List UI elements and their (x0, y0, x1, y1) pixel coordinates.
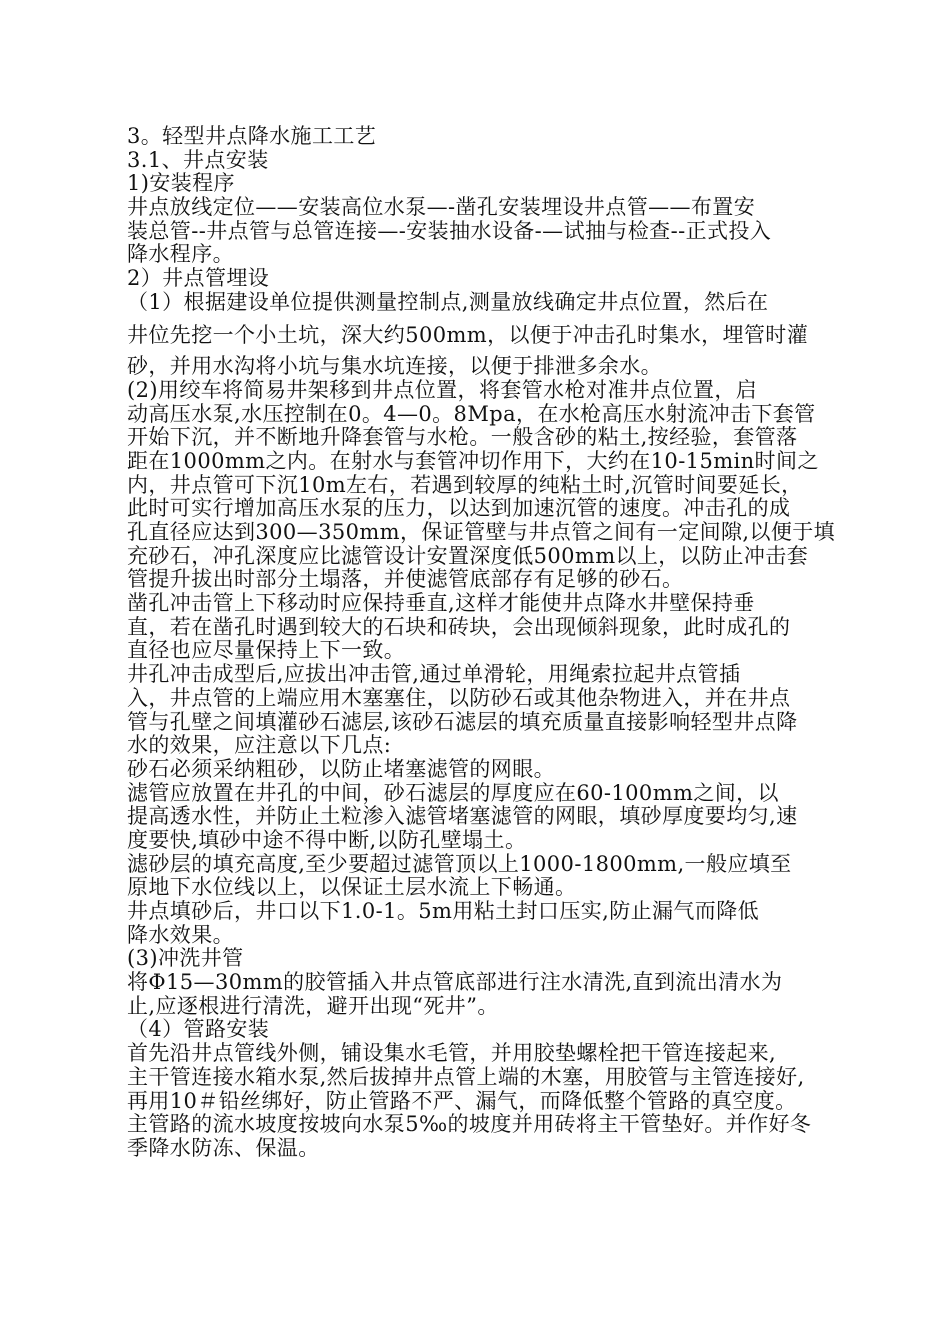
paragraph-line: 降水程序。 (127, 242, 234, 267)
paragraph-line: 井点填砂后，井口以下1.0-1。5m用粘土封口压实,防止漏气而降低 (127, 899, 760, 923)
paragraph-line: 开始下沉，并不断地升降套管与水枪。一般含砂的粘土,按经验，套管落 (127, 425, 798, 450)
paragraph-line: (2)用绞车将简易井架移到井点位置，将套管水枪对准井点位置，启 (127, 377, 758, 402)
paragraph-line: 降水效果。 (127, 922, 234, 947)
paragraph-line: 滤砂层的填充高度,至少要超过滤管顶以上1000-1800mm,一般应填至 (127, 851, 792, 876)
item-heading: 1)安装程序 (127, 171, 235, 196)
paragraph-line: 季降水防冻、保温。 (127, 1135, 320, 1160)
section-heading: 3。轻型井点降水施工工艺 (127, 124, 377, 148)
paragraph-line: 滤管应放置在井孔的中间，砂石滤层的厚度应在60-100mm之间，以 (127, 780, 779, 805)
paragraph-line: 首先沿井点管线外侧，铺设集水毛管，并用胶垫螺栓把干管连接起来, (127, 1041, 777, 1066)
paragraph-line: 井孔冲击成型后,应拔出冲击管,通过单滑轮，用绳索拉起井点管插 (127, 662, 741, 687)
paragraph-line: 将Φ15—30mm的胶管插入井点管底部进行注水清洗,直到流出清水为 (127, 970, 783, 995)
paragraph-line: 距在1000mm之内。在射水与套管冲切作用下，大约在10-15min时间之 (127, 448, 819, 473)
paragraph-line: 入，井点管的上端应用木塞塞住，以防砂石或其他杂物进入，并在井点 (127, 685, 791, 710)
paragraph-line: 主管路的流水坡度按坡向水泵5‰的坡度并用砖将主干管垫好。并作好冬 (127, 1112, 812, 1137)
paragraph-line: 孔直径应达到300—350mm，保证管壁与井点管之间有一定间隙,以便于填 (127, 520, 836, 544)
paragraph-line: 度要快,填砂中途不得中断,以防孔壁塌土。 (127, 827, 527, 852)
paragraph-line: 管与孔壁之间填灌砂石滤层,该砂石滤层的填充质量直接影响轻型井点降 (127, 709, 798, 734)
paragraph-line: 装总管--井点管与总管连接—-安装抽水设备-—试抽与检查--正式投入 (127, 218, 772, 243)
item-heading: 2）井点管埋设 (127, 266, 270, 291)
paragraph-line: 主干管连接水箱水泵,然后拔掉井点管上端的木塞，用胶管与主管连接好, (127, 1064, 805, 1089)
paragraph-line: 动高压水泵,水压控制在0。4—0。8Mpa，在水枪高压水射流冲击下套管 (127, 401, 816, 426)
paragraph-line: 水的效果，应注意以下几点: (127, 733, 392, 758)
paragraph-line: 再用10＃铅丝绑好，防止管路不严、漏气，而降低整个管路的真空度。 (127, 1088, 797, 1113)
paragraph-line: 此时可实行增加高压水泵的压力，以达到加速沉管的速度。冲击孔的成 (127, 496, 791, 521)
paragraph-line: 井点放线定位——安装高位水泵—-凿孔安装埋设井点管——布置安 (127, 195, 756, 220)
document-body (127, 124, 836, 1161)
paragraph-line: 砂石必须采纳粗砂，以防止堵塞滤管的网眼。 (127, 756, 555, 781)
paragraph-line: 砂，并用水沟将小坑与集水坑连接，以便于排泄多余水。 (127, 354, 662, 379)
item-heading: （4）管路安装 (127, 1017, 270, 1042)
subsection-heading: 3.1、井点安装 (127, 147, 269, 172)
paragraph-line: （1）根据建设单位提供测量控制点,测量放线确定井点位置，然后在 (127, 289, 769, 314)
paragraph-line: 凿孔冲击管上下移动时应保持垂直,这样才能使井点降水井壁保持垂 (127, 591, 755, 616)
paragraph-line: 直，若在凿孔时遇到较大的石块和砖块，会出现倾斜现象，此时成孔的 (127, 614, 791, 639)
paragraph-line: 管提升拔出时部分土塌落，并使滤管底部存有足够的砂石。 (127, 567, 684, 592)
paragraph-line: 内，井点管可下沉10m左右，若遇到较厚的纯粘土时,沉管时间要延长， (127, 472, 803, 497)
paragraph-line: 直径也应尽量保持上下一致。 (127, 638, 406, 663)
paragraph-line: 井位先挖一个小土坑，深大约500mm，以便于冲击孔时集水，埋管时灌 (127, 322, 809, 347)
item-heading: (3)冲洗井管 (127, 946, 244, 971)
paragraph-line: 提高透水性，并防止土粒渗入滤管堵塞滤管的网眼，填砂厚度要均匀,速 (127, 804, 798, 829)
paragraph-line: 原地下水位线以上，以保证土层水流上下畅通。 (127, 875, 577, 900)
paragraph-line: 充砂石，冲孔深度应比滤管设计安置深度低500mm以上，以防止冲击套 (127, 543, 809, 568)
paragraph-line: 止,应逐根进行清洗，避开出现“死井”。 (127, 993, 499, 1018)
